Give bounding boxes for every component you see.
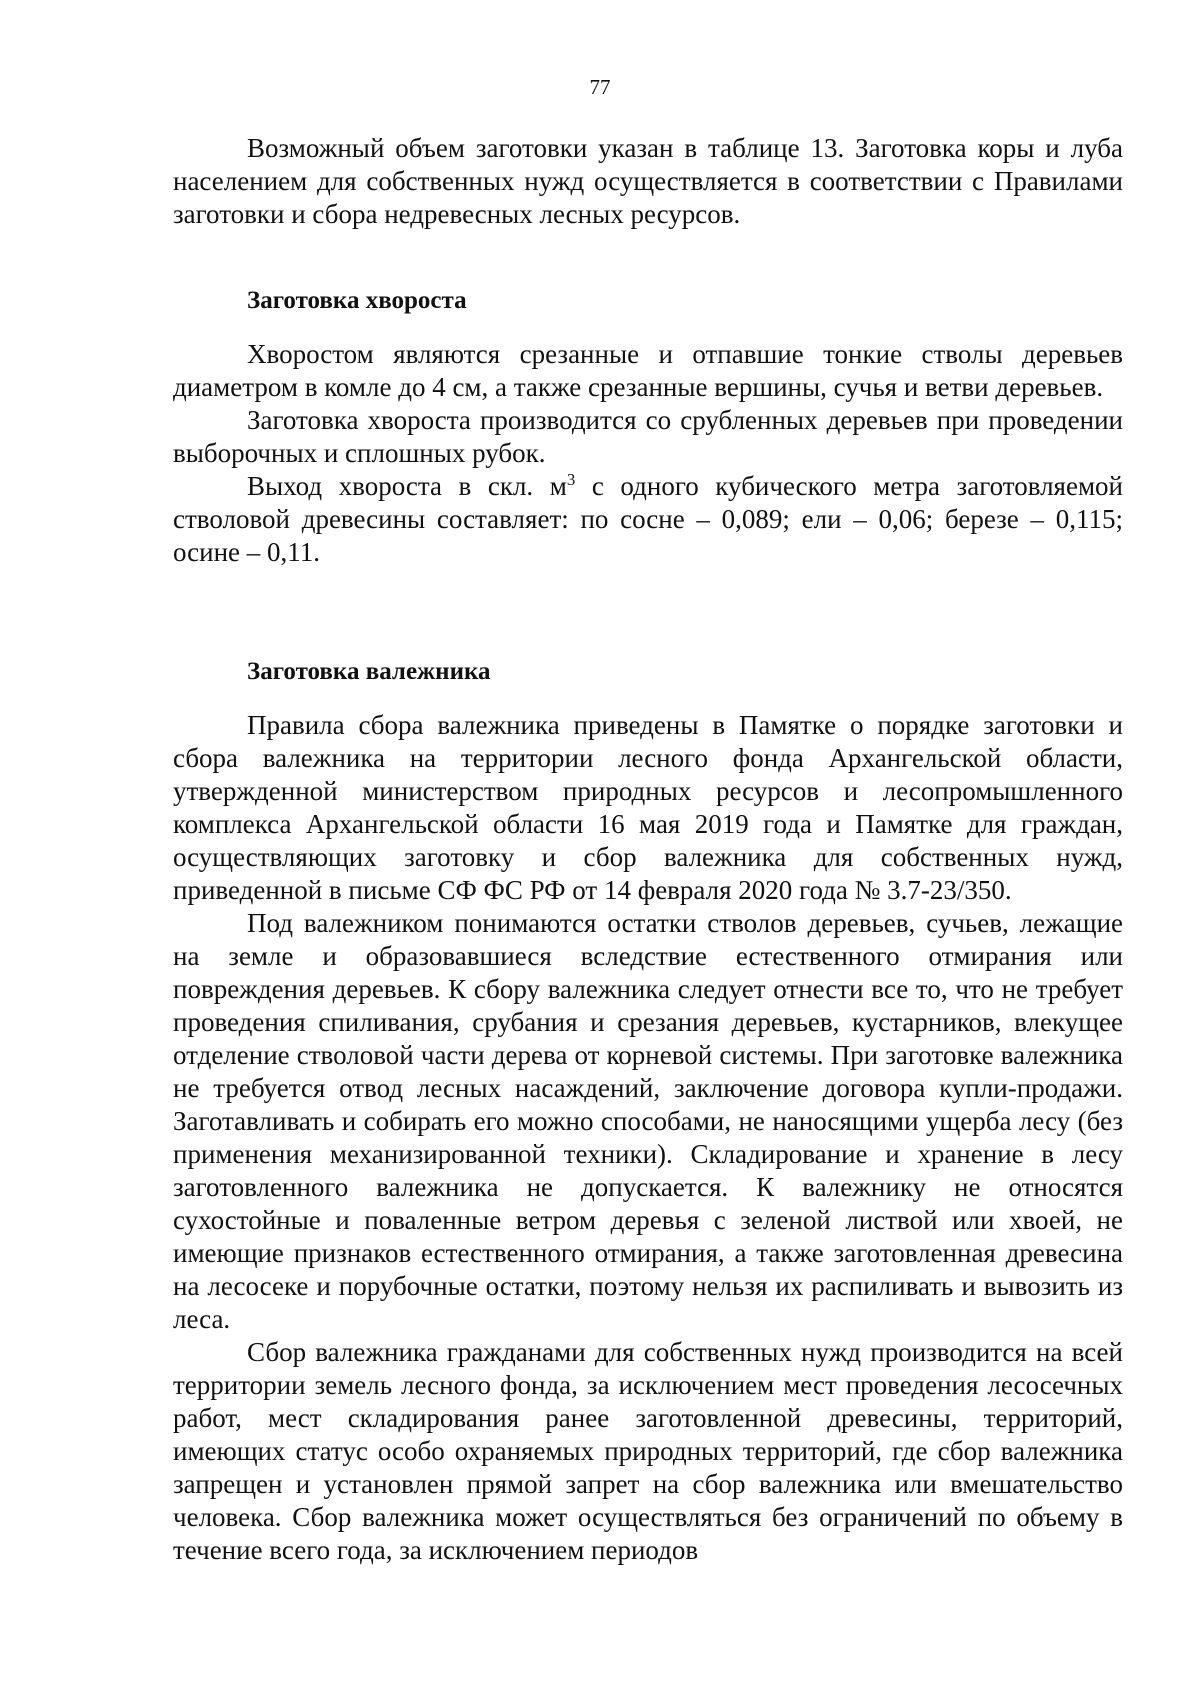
spacer <box>173 688 1123 709</box>
cubic-superscript: 3 <box>566 470 576 489</box>
spacer <box>173 231 1123 284</box>
spacer <box>173 317 1123 338</box>
intro-paragraph: Возможный объем заготовки указан в таблице 13. Заготовка коры и луба населением для собственных нужд осуществляется в соответствии с Правилами заготовки и сбора недревесных лесных ресурсов. <box>173 133 1123 229</box>
section-heading-brushwood: Заготовка хвороста <box>247 287 467 314</box>
section-heading-deadwood: Заготовка валежника <box>247 658 491 685</box>
brushwood-paragraph-3 <box>173 470 1123 569</box>
page-number: 77 <box>589 75 611 99</box>
spacer <box>173 569 1123 655</box>
deadwood-paragraph-3: Сбор валежника гражданами для собственных нужд производится на всей территории земель лесного фонда, за исключением мест проведения лесосечных работ, мест складирования ранее заготовленной древесины, территорий, имеющих статус особо охраняемых природных территорий, где сбор валежника запрещен и установлен прямой запрет на сбор валежника или вмешательство человека. Сбор валежника может осуществляться без ограничений по объему в течение всего года, за исключением периодов <box>173 1337 1123 1565</box>
document-body <box>173 132 1123 1567</box>
brushwood-paragraph-2: Заготовка хвороста производится со срубленных деревьев при проведении выборочных и сплошных рубок. <box>173 405 1123 468</box>
brushwood-yield-text-start: Выход хвороста в скл. м <box>247 471 567 501</box>
brushwood-yield-text-end: с одного кубического метра заготовляемой стволовой древесины составляет: по сосне – 0,089; ели – 0,06; березе – 0,115; осине – 0,11. <box>173 471 1123 567</box>
brushwood-paragraph-1: Хворостом являются срезанные и отпавшие тонкие стволы деревьев диаметром в комле до 4 см, а также срезанные вершины, сучья и ветви деревьев. <box>173 339 1123 402</box>
deadwood-paragraph-2: Под валежником понимаются остатки стволов деревьев, сучьев, лежащие на земле и образовавшиеся вследствие естественного отмирания или повреждения деревьев. К сбору валежника следует отнести все то, что не требует проведения спиливания, срубания и срезания деревьев, кустарников, влекущее отделение стволовой части дерева от корневой системы. При заготовке валежника не требуется отвод лесных насаждений, заключение договора купли-продажи. Заготавливать и собирать его можно способами, не наносящими ущерба лесу (без применения механизированной техники). Складирование и хранение в лесу заготовленного валежника не допускается. К валежнику не относятся сухостойные и поваленные ветром деревья с зеленой листвой или хвоей, не имеющие признаков естественного отмирания, а также заготовленная древесина на лесосеке и порубочные остатки, поэтому нельзя их распиливать и вывозить из леса. <box>173 908 1123 1334</box>
deadwood-paragraph-1: Правила сбора валежника приведены в Памятке о порядке заготовки и сбора валежника на территории лесного фонда Архангельской области, утвержденной министерством природных ресурсов и лесопромышленного комплекса Архангельской области 16 мая 2019 года и Памятке для граждан, осуществляющих заготовку и сбор валежника для собственных нужд, приведенной в письме СФ ФС РФ от 14 февраля 2020 года № 3.7-23/350. <box>173 710 1123 905</box>
